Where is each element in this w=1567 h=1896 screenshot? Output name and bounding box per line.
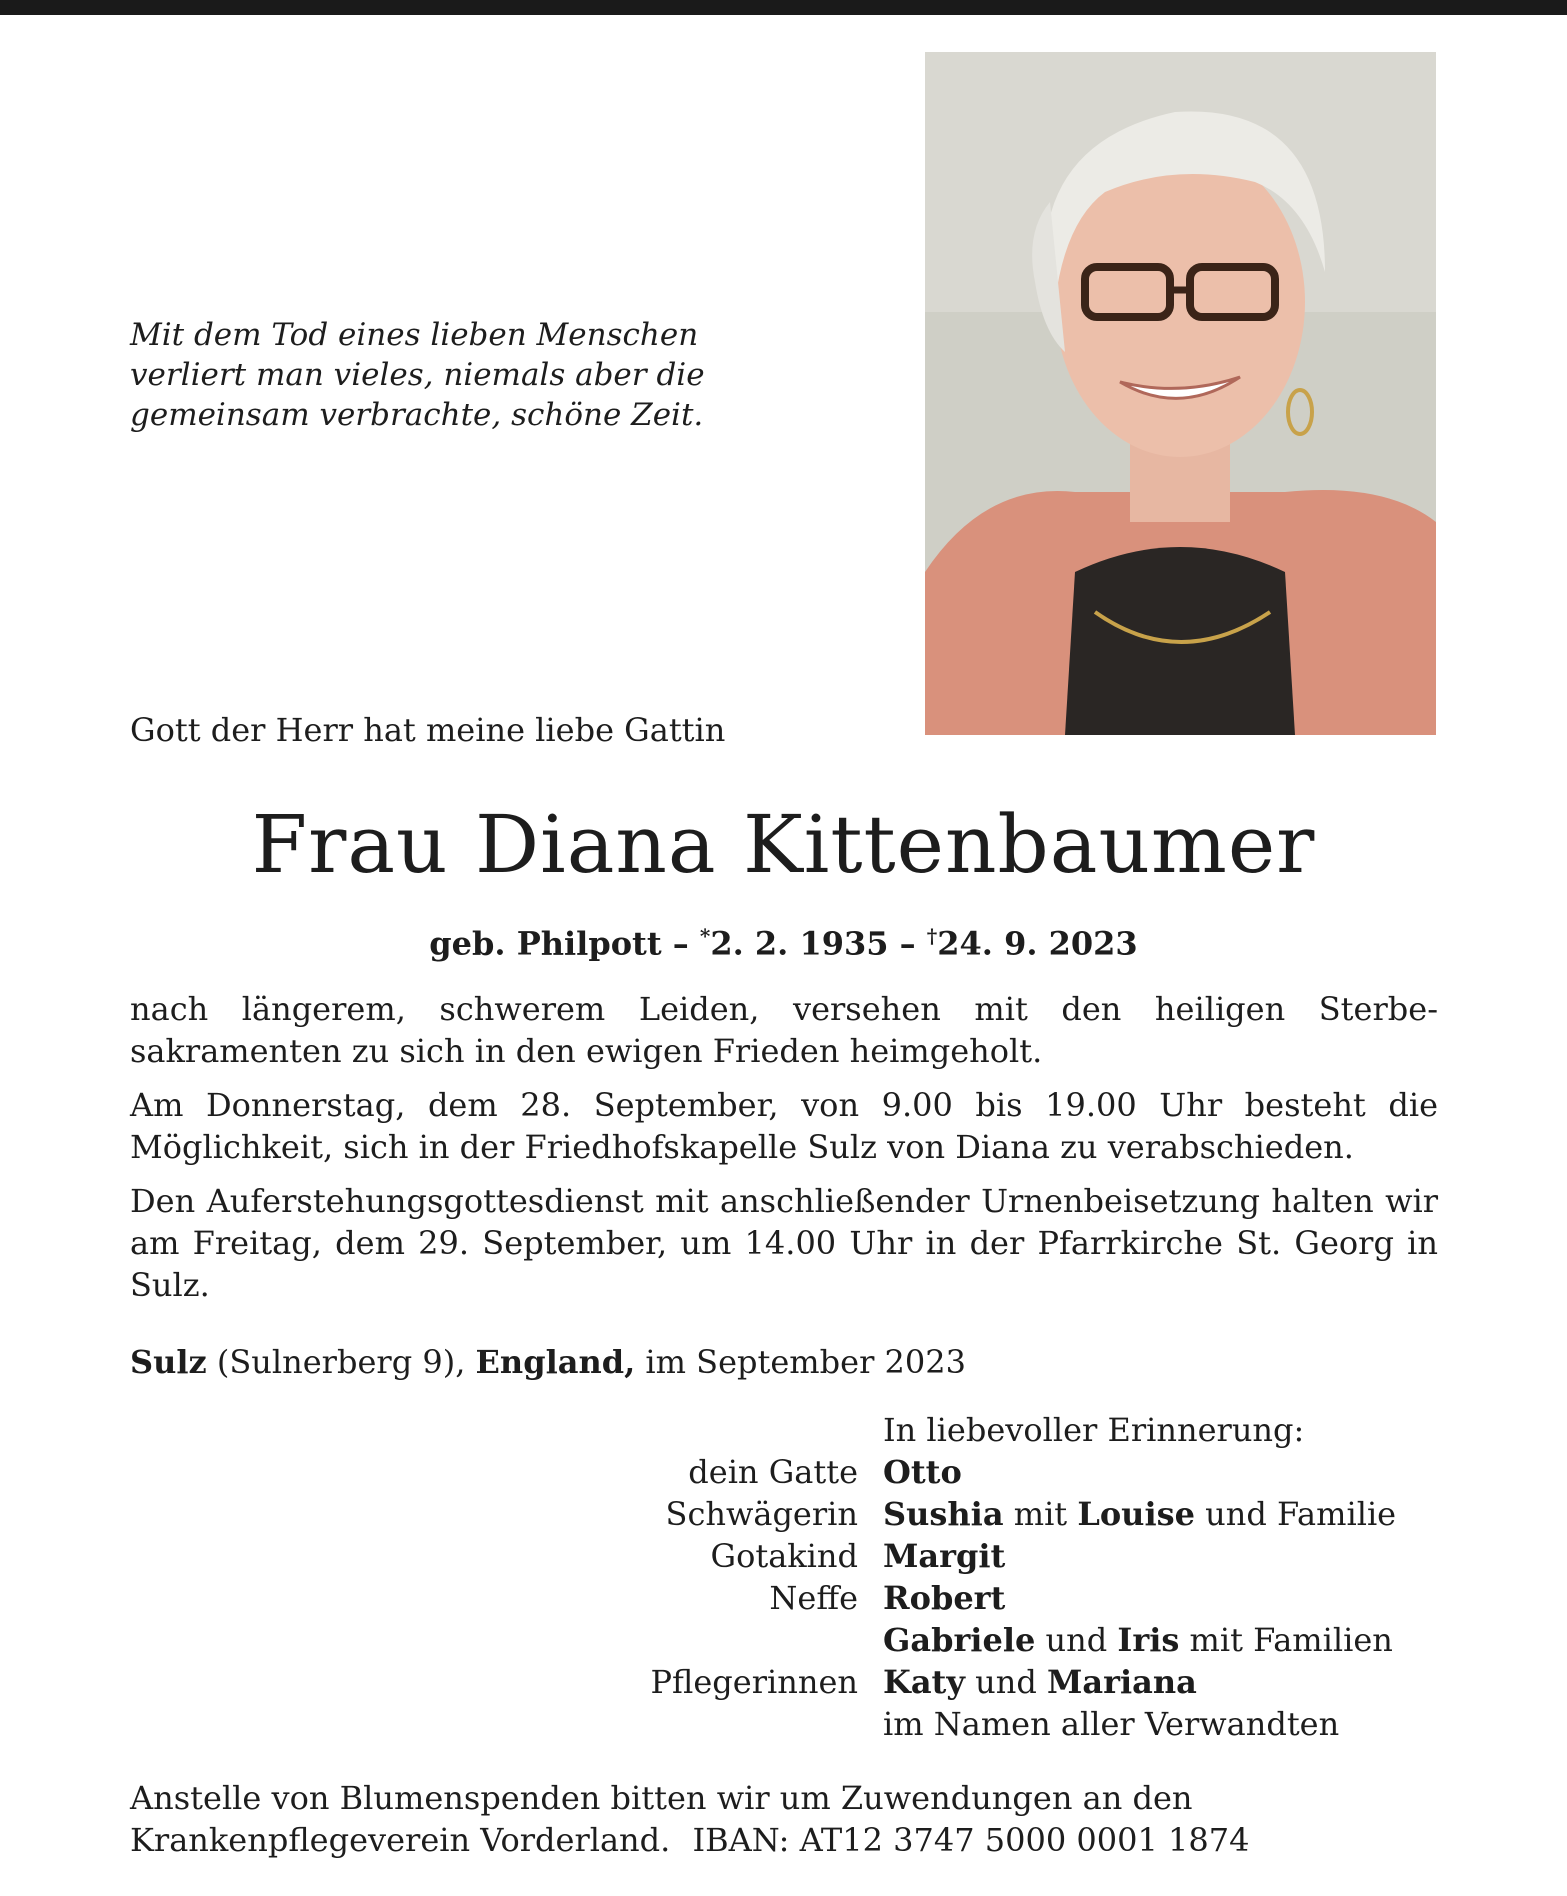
place-date: im September 2023	[645, 1343, 966, 1381]
relative-name: Gabriele	[883, 1621, 1036, 1659]
relative-role	[470, 1703, 883, 1745]
relative-text: und Familie	[1205, 1495, 1397, 1533]
death-symbol: †	[926, 924, 938, 948]
birth-date: 2. 2. 1935	[710, 924, 889, 963]
relative-text: im Namen aller Verwandten	[883, 1705, 1340, 1743]
relative-text: und	[1045, 1621, 1108, 1659]
relative-row	[470, 1451, 1396, 1493]
relative-row	[470, 1619, 1396, 1661]
relative-names	[883, 1535, 1396, 1577]
body-paragraph: nach längerem, schwerem Leiden, versehen mit den heiligen Sterbesakramenten zu sich in den ewigen Frieden heimgeholt.	[130, 990, 1438, 1070]
place-country: England,	[475, 1343, 636, 1381]
portrait-illustration	[925, 52, 1436, 735]
quote-line: verliert man vieles, niemals aber die	[130, 357, 705, 393]
donation-note	[130, 1777, 1430, 1861]
memorial-quote	[130, 315, 770, 435]
dash-separator: –	[899, 924, 916, 963]
association-name: Krankenpflegeverein Vorderland.	[130, 1821, 671, 1859]
relative-role: dein Gatte	[688, 1453, 858, 1491]
relative-name: Katy	[883, 1663, 965, 1701]
relative-row	[470, 1535, 1396, 1577]
intro-text: Gott der Herr hat meine liebe Gattin	[130, 711, 726, 749]
portrait-photo	[925, 52, 1436, 735]
relative-row	[470, 1703, 1396, 1745]
relative-name: Louise	[1077, 1495, 1195, 1533]
relative-role: Pflegerinnen	[650, 1663, 858, 1701]
relative-names	[883, 1577, 1396, 1619]
notice-body	[130, 988, 1438, 1318]
birth-symbol: *	[699, 924, 711, 948]
relative-role	[470, 1619, 883, 1661]
life-dates	[0, 915, 1567, 965]
relative-name: Otto	[883, 1453, 962, 1491]
relative-names	[883, 1619, 1396, 1661]
death-date: 24. 9. 2023	[937, 924, 1138, 963]
place-town: Sulz	[130, 1343, 207, 1381]
relative-names	[883, 1493, 1396, 1535]
donation-line	[130, 1819, 1430, 1861]
birth-name: geb. Philpott	[429, 924, 662, 963]
deceased-name: Frau Diana Kittenbaumer	[251, 798, 1316, 891]
relative-name: Mariana	[1046, 1663, 1197, 1701]
relative-text: und	[975, 1663, 1037, 1701]
relative-row	[470, 1577, 1396, 1619]
relative-names	[883, 1703, 1396, 1745]
relative-names	[883, 1451, 1396, 1493]
relative-row	[470, 1661, 1396, 1703]
relative-name: Robert	[883, 1579, 1006, 1617]
relative-role: Gotakind	[710, 1537, 858, 1575]
relative-role: Schwägerin	[665, 1495, 858, 1533]
iban-number: AT12 3747 5000 0001 1874	[799, 1821, 1250, 1859]
memory-heading: In liebevoller Erinnerung:	[883, 1411, 1305, 1449]
donation-line: Anstelle von Blumenspenden bitten wir um Zuwendungen an den	[130, 1779, 1193, 1817]
quote-line: gemeinsam verbrachte, schöne Zeit.	[130, 397, 704, 433]
place-and-date	[130, 1341, 966, 1383]
body-paragraph: Den Auferstehungsgottesdienst mit anschließender Urnenbeisetzung halten wir am Freitag, dem 29. September, um 14.00 Uhr in der Pfarrkirche St. Georg in Sulz.	[130, 1182, 1438, 1304]
relative-name: Margit	[883, 1537, 1006, 1575]
relatives-list	[470, 1451, 1396, 1745]
iban-label: IBAN:	[692, 1821, 790, 1859]
body-paragraph: Am Donnerstag, dem 28. September, von 9.00 bis 19.00 Uhr besteht die Möglichkeit, sich in der Friedhofskapelle Sulz von Diana zu verabschieden.	[130, 1086, 1438, 1166]
relative-text: mit	[1013, 1495, 1068, 1533]
relative-names	[883, 1661, 1396, 1703]
relative-name: Sushia	[883, 1495, 1004, 1533]
relative-role: Neffe	[769, 1579, 858, 1617]
dash-separator: –	[672, 924, 689, 963]
relative-name: Iris	[1117, 1621, 1180, 1659]
place-address: (Sulnerberg 9),	[216, 1343, 466, 1381]
quote-line: Mit dem Tod eines lieben Menschen	[130, 317, 699, 353]
relative-row	[470, 1493, 1396, 1535]
relative-text: mit Familien	[1189, 1621, 1393, 1659]
